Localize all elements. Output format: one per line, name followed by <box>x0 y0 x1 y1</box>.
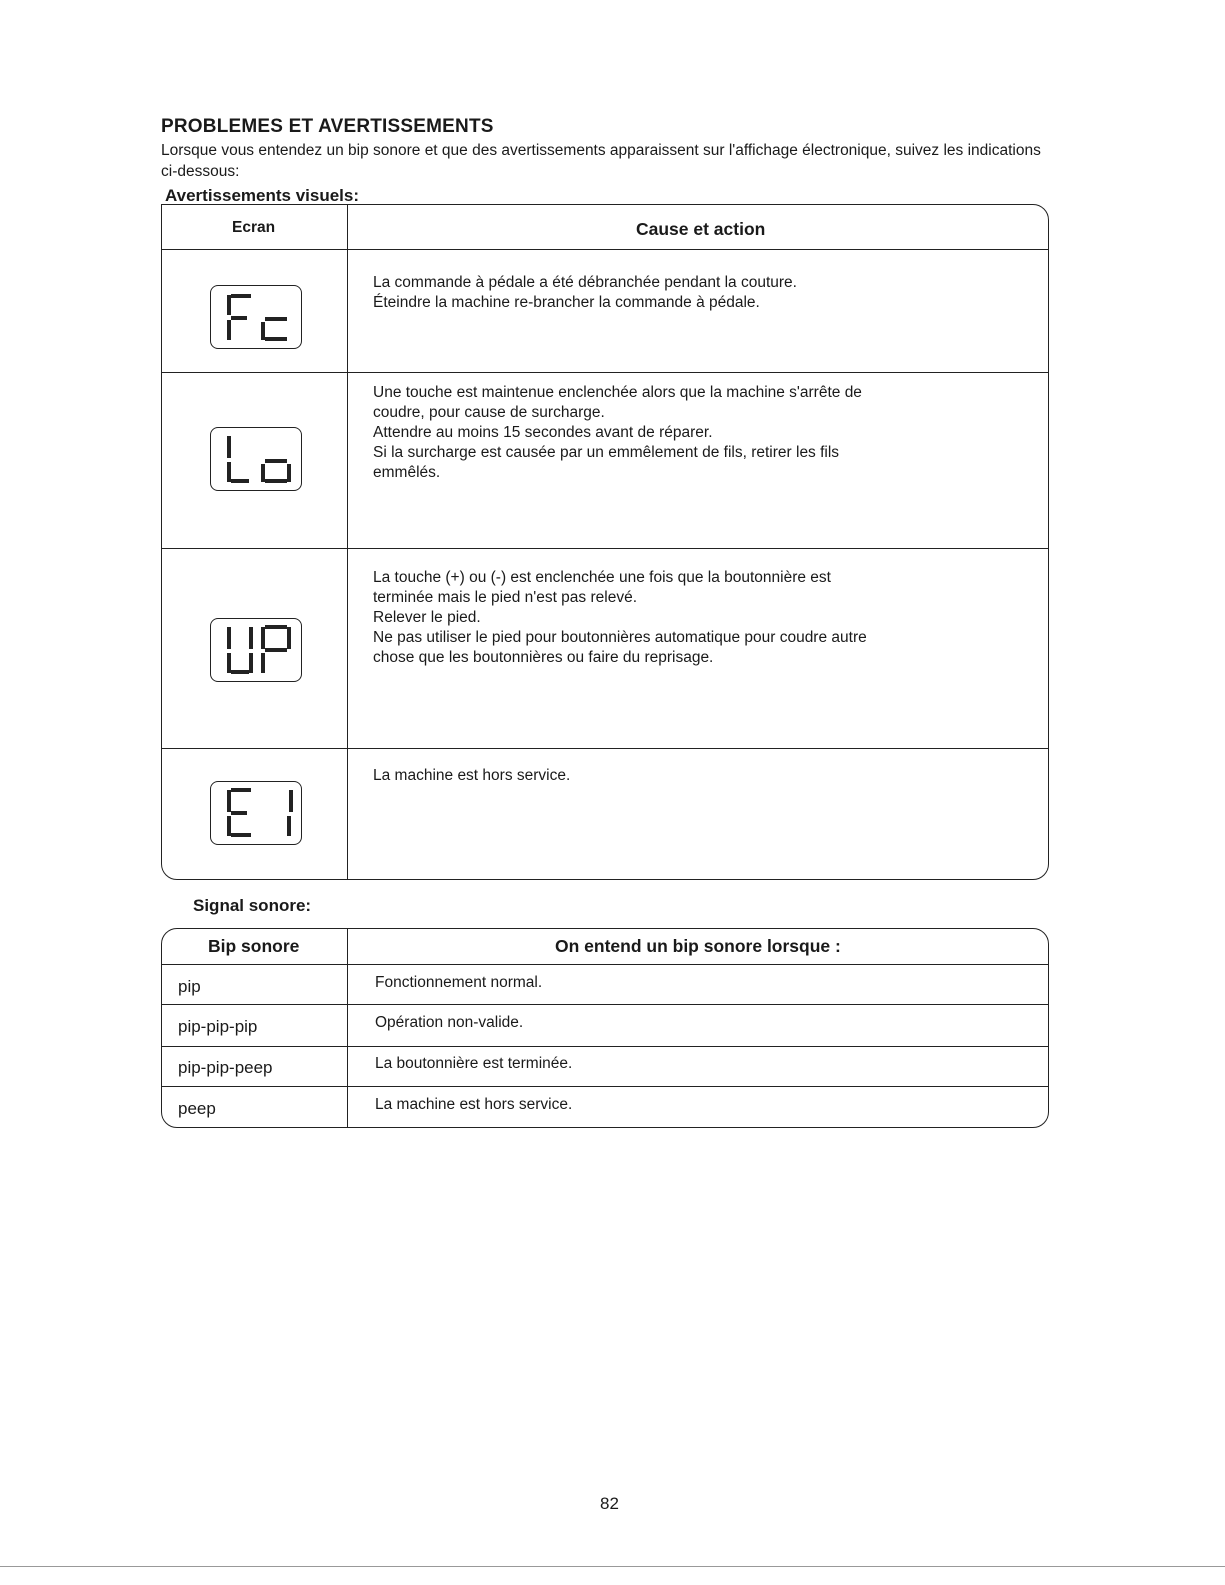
text-line: Ne pas utiliser le pied pour boutonnières automatique pour coudre autre <box>373 629 867 646</box>
header-when: On entend un bip sonore lorsque : <box>555 936 841 956</box>
bottom-rule <box>0 1566 1225 1567</box>
row-divider <box>162 1004 1048 1005</box>
intro-text: Lorsque vous entendez un bip sonore et que des avertissements apparaissent sur l'affichage électronique, suivez les indications ci-dessous: <box>161 142 1041 180</box>
beep-pip-pip-peep: pip-pip-peep <box>178 1058 273 1077</box>
text-line: La touche (+) ou (-) est enclenchée une fois que la boutonnière est <box>373 569 831 586</box>
visual-warnings-table <box>161 204 1049 880</box>
meaning-pip-pip-peep: La boutonnière est terminée. <box>375 1055 573 1072</box>
row-fc-text <box>373 273 933 313</box>
column-divider <box>347 205 348 879</box>
meaning-pip-pip-pip: Opération non-valide. <box>375 1014 524 1031</box>
row-divider <box>162 748 1048 749</box>
header-beep: Bip sonore <box>208 936 300 956</box>
visual-warnings-title: Avertissements visuels: <box>165 186 360 205</box>
beep-peep: peep <box>178 1099 216 1118</box>
text-line: Une touche est maintenue enclenchée alors que la machine s'arrête de <box>373 384 862 401</box>
page-title: PROBLEMES ET AVERTISSEMENTS <box>161 116 494 137</box>
row-up-text <box>373 568 933 668</box>
display-e1-icon <box>210 781 302 845</box>
text-line: Éteindre la machine re-brancher la commande à pédale. <box>373 294 760 311</box>
header-cause: Cause et action <box>636 219 766 239</box>
row-divider <box>162 1086 1048 1087</box>
header-screen: Ecran <box>232 219 276 236</box>
row-divider <box>162 372 1048 373</box>
text-line: La commande à pédale a été débranchée pendant la couture. <box>373 274 797 291</box>
row-lo-text <box>373 383 933 483</box>
text-line: terminée mais le pied n'est pas relevé. <box>373 589 638 606</box>
page-number: 82 <box>600 1494 619 1513</box>
beep-pip-pip-pip: pip-pip-pip <box>178 1017 258 1036</box>
text-line: Si la surcharge est causée par un emmêlement de fils, retirer les fils <box>373 444 840 461</box>
beep-pip: pip <box>178 977 201 996</box>
text-line: Relever le pied. <box>373 609 481 626</box>
column-divider <box>347 929 348 1127</box>
sound-signal-table <box>161 928 1049 1128</box>
row-e1-text <box>373 766 933 786</box>
display-fc-icon <box>210 285 302 349</box>
row-divider <box>162 1046 1048 1047</box>
display-up-icon <box>210 618 302 682</box>
row-divider <box>162 548 1048 549</box>
text-line: chose que les boutonnières ou faire du reprisage. <box>373 649 714 666</box>
text-line: emmêlés. <box>373 464 441 481</box>
row-divider <box>162 249 1048 250</box>
sound-signal-title: Signal sonore: <box>193 896 312 915</box>
text-line: La machine est hors service. <box>373 767 571 784</box>
meaning-peep: La machine est hors service. <box>375 1096 573 1113</box>
display-lo-icon <box>210 427 302 491</box>
text-line: Attendre au moins 15 secondes avant de réparer. <box>373 424 713 441</box>
text-line: coudre, pour cause de surcharge. <box>373 404 605 421</box>
meaning-pip: Fonctionnement normal. <box>375 974 543 991</box>
row-divider <box>162 964 1048 965</box>
